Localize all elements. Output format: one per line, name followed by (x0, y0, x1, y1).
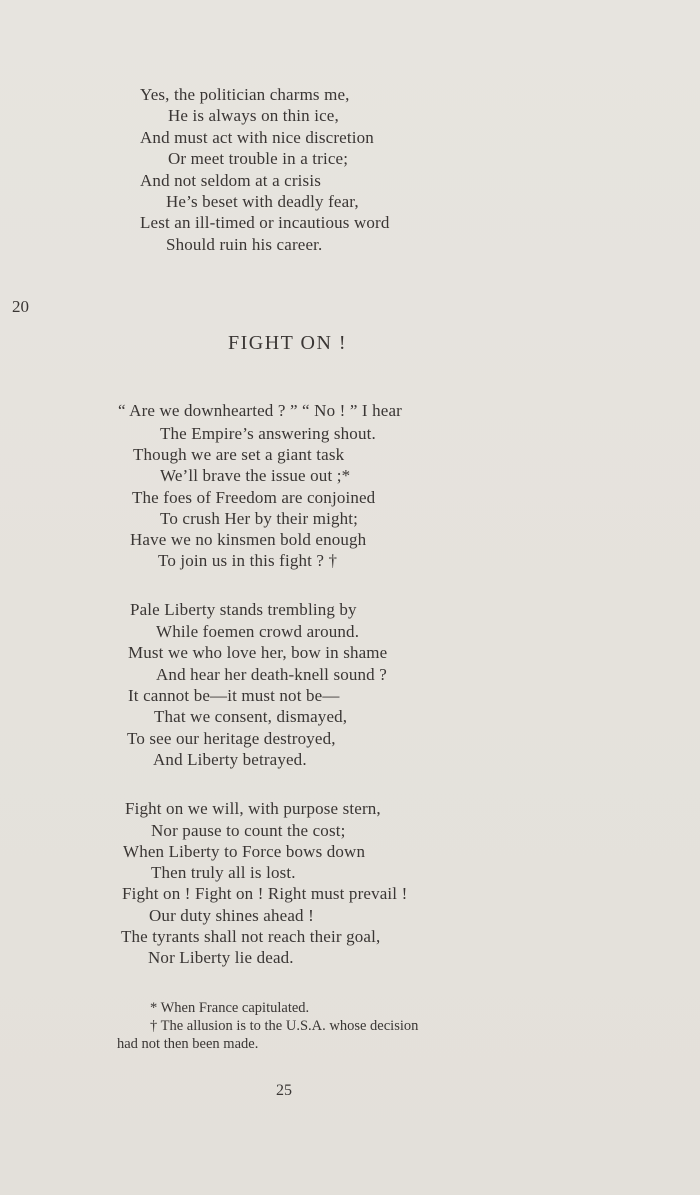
verse-line: We’ll brave the issue out ;* (160, 466, 351, 485)
verse-line: Nor pause to count the cost; (151, 821, 346, 840)
verse-line: He is always on thin ice, (168, 106, 339, 125)
verse-line: Then truly all is lost. (151, 863, 296, 882)
verse-line: “ Are we downhearted ? ” “ No ! ” I hear (118, 401, 402, 420)
verse-line: Should ruin his career. (166, 235, 323, 254)
verse-line: And not seldom at a crisis (140, 171, 321, 190)
verse-line: The Empire’s answering shout. (160, 424, 376, 443)
verse-line: To crush Her by their might; (160, 509, 358, 528)
verse-line: When Liberty to Force bows down (123, 842, 366, 861)
verse-line: The tyrants shall not reach their goal, (121, 927, 381, 946)
verse-line: Or meet trouble in a trice; (168, 149, 349, 168)
verse-line: Have we no kinsmen bold enough (130, 530, 367, 549)
verse-line: To join us in this fight ? † (158, 551, 338, 570)
footnote: had not then been made. (117, 1036, 259, 1052)
verse-line: He’s beset with deadly fear, (166, 192, 359, 211)
verse-line: Though we are set a giant task (133, 445, 345, 464)
verse-line: Nor Liberty lie dead. (148, 948, 294, 967)
verse-line: Pale Liberty stands trembling by (130, 600, 357, 619)
poem-title: FIGHT ON ! (228, 332, 348, 354)
verse-line: And must act with nice discretion (140, 128, 374, 147)
verse-line: Our duty shines ahead ! (149, 906, 314, 925)
verse-line: It cannot be—it must not be— (128, 686, 340, 705)
verse-line: And Liberty betrayed. (153, 750, 307, 769)
verse-line: And hear her death-knell sound ? (156, 665, 387, 684)
verse-line: To see our heritage destroyed, (127, 729, 336, 748)
verse-line: The foes of Freedom are conjoined (132, 488, 376, 507)
verse-line: Lest an ill-timed or incautious word (140, 213, 390, 232)
verse-line: Yes, the politician charms me, (140, 85, 350, 104)
verse-line: Fight on ! Fight on ! Right must prevail ! (122, 884, 408, 903)
verse-line: Must we who love her, bow in shame (128, 643, 388, 662)
verse-line: While foemen crowd around. (156, 622, 360, 641)
footnote: * When France capitulated. (150, 1000, 310, 1016)
verse-line: Fight on we will, with purpose stern, (125, 799, 381, 818)
footnote: † The allusion is to the U.S.A. whose decision (150, 1018, 419, 1034)
verse-line: That we consent, dismayed, (154, 707, 348, 726)
margin-number: 20 (12, 297, 29, 316)
page-number: 25 (276, 1082, 292, 1099)
